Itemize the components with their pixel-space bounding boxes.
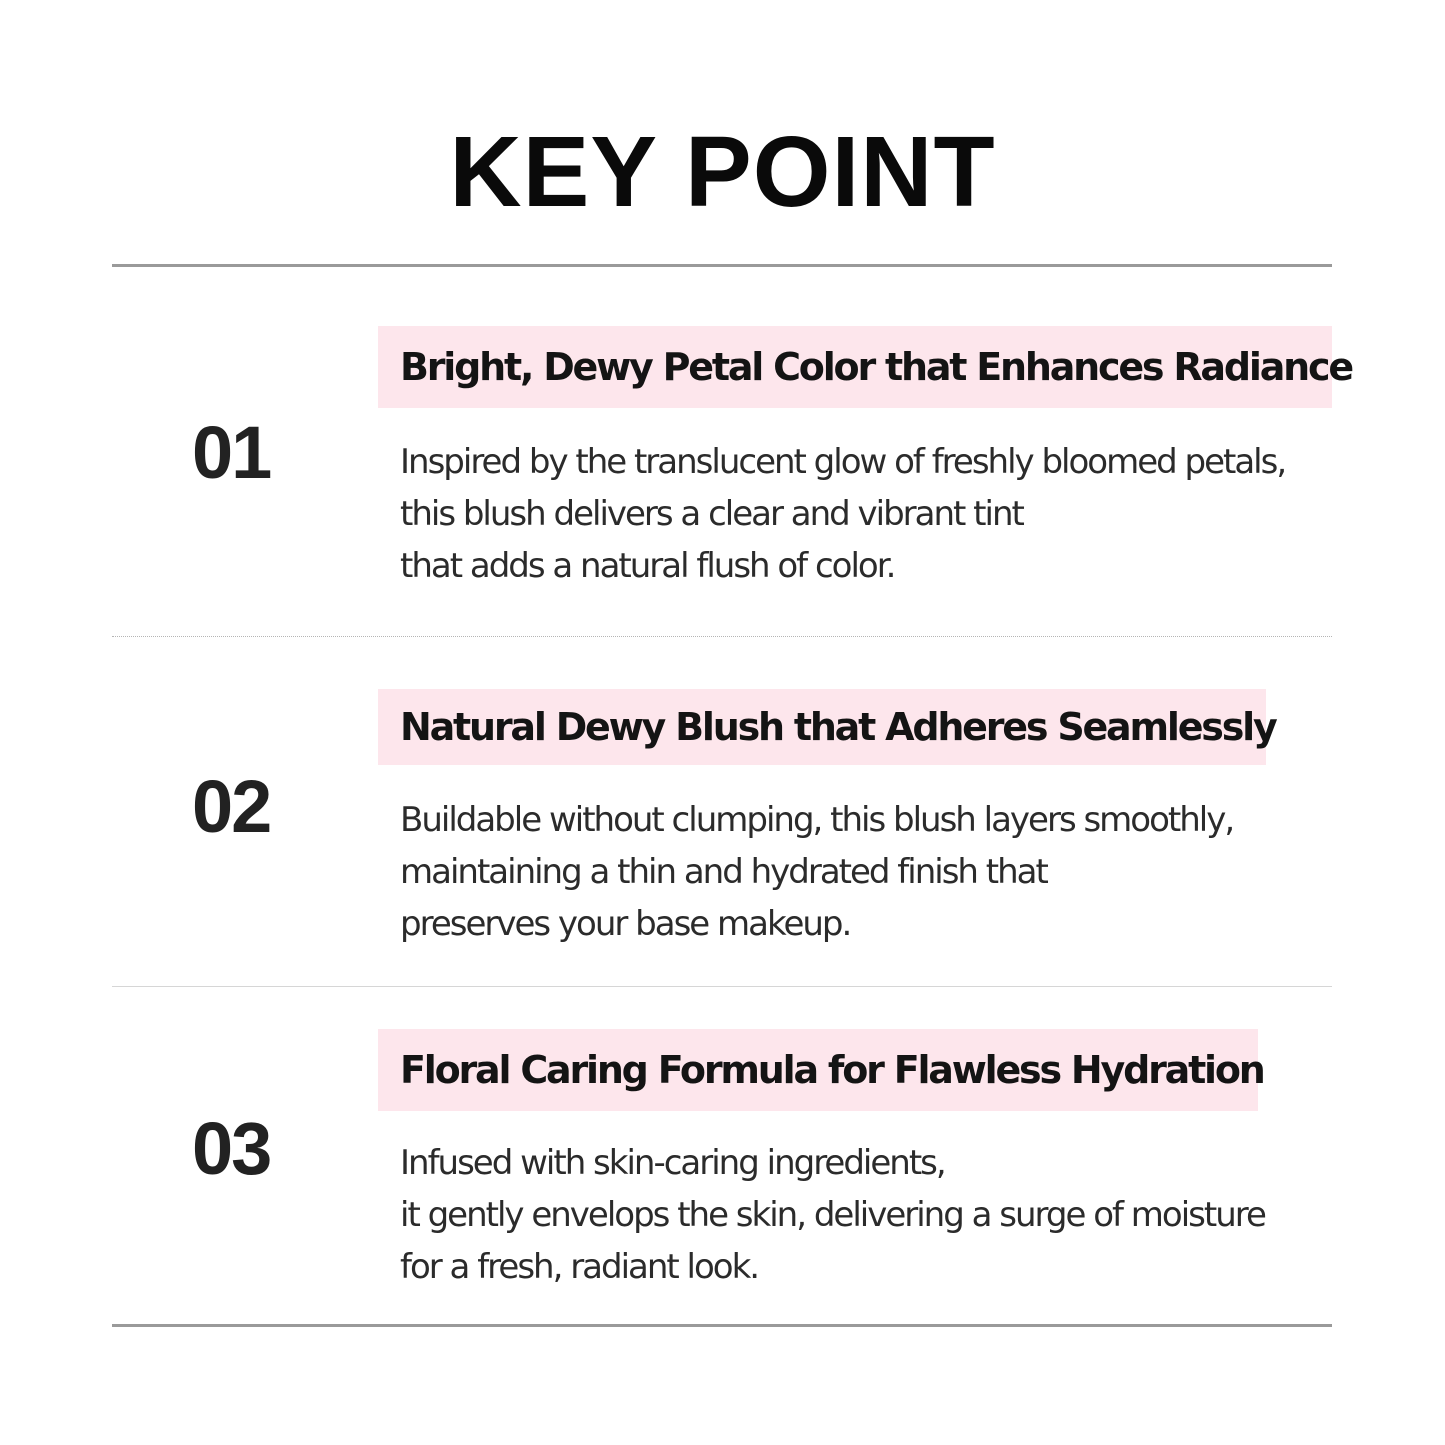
description-line: for a fresh, radiant look.	[400, 1247, 759, 1287]
point-heading: Bright, Dewy Petal Color that Enhances Radiance	[378, 326, 1332, 408]
description-line: this blush delivers a clear and vibrant tint	[400, 494, 1023, 534]
description-line: Infused with skin-caring ingredients,	[400, 1143, 945, 1183]
description-line: Inspired by the translucent glow of freshly bloomed petals,	[400, 442, 1286, 482]
section-divider	[112, 986, 1332, 987]
point-number: 01	[192, 411, 271, 494]
point-description	[400, 794, 1233, 950]
description-line: it gently envelops the skin, delivering a surge of moisture	[400, 1195, 1265, 1235]
point-description	[400, 1137, 1265, 1293]
point-number: 02	[192, 765, 271, 848]
bottom-divider	[112, 1324, 1332, 1327]
point-heading: Floral Caring Formula for Flawless Hydration	[378, 1029, 1258, 1111]
top-divider	[112, 264, 1332, 267]
page-title: KEY POINT	[449, 116, 996, 228]
description-line: preserves your base makeup.	[400, 904, 851, 944]
section-divider	[112, 636, 1332, 637]
point-number: 03	[192, 1107, 271, 1190]
description-line: that adds a natural flush of color.	[400, 546, 895, 586]
description-line: Buildable without clumping, this blush layers smoothly,	[400, 800, 1234, 840]
description-line: maintaining a thin and hydrated finish that	[400, 852, 1047, 892]
point-description	[400, 436, 1285, 592]
point-heading: Natural Dewy Blush that Adheres Seamlessly	[378, 689, 1266, 765]
